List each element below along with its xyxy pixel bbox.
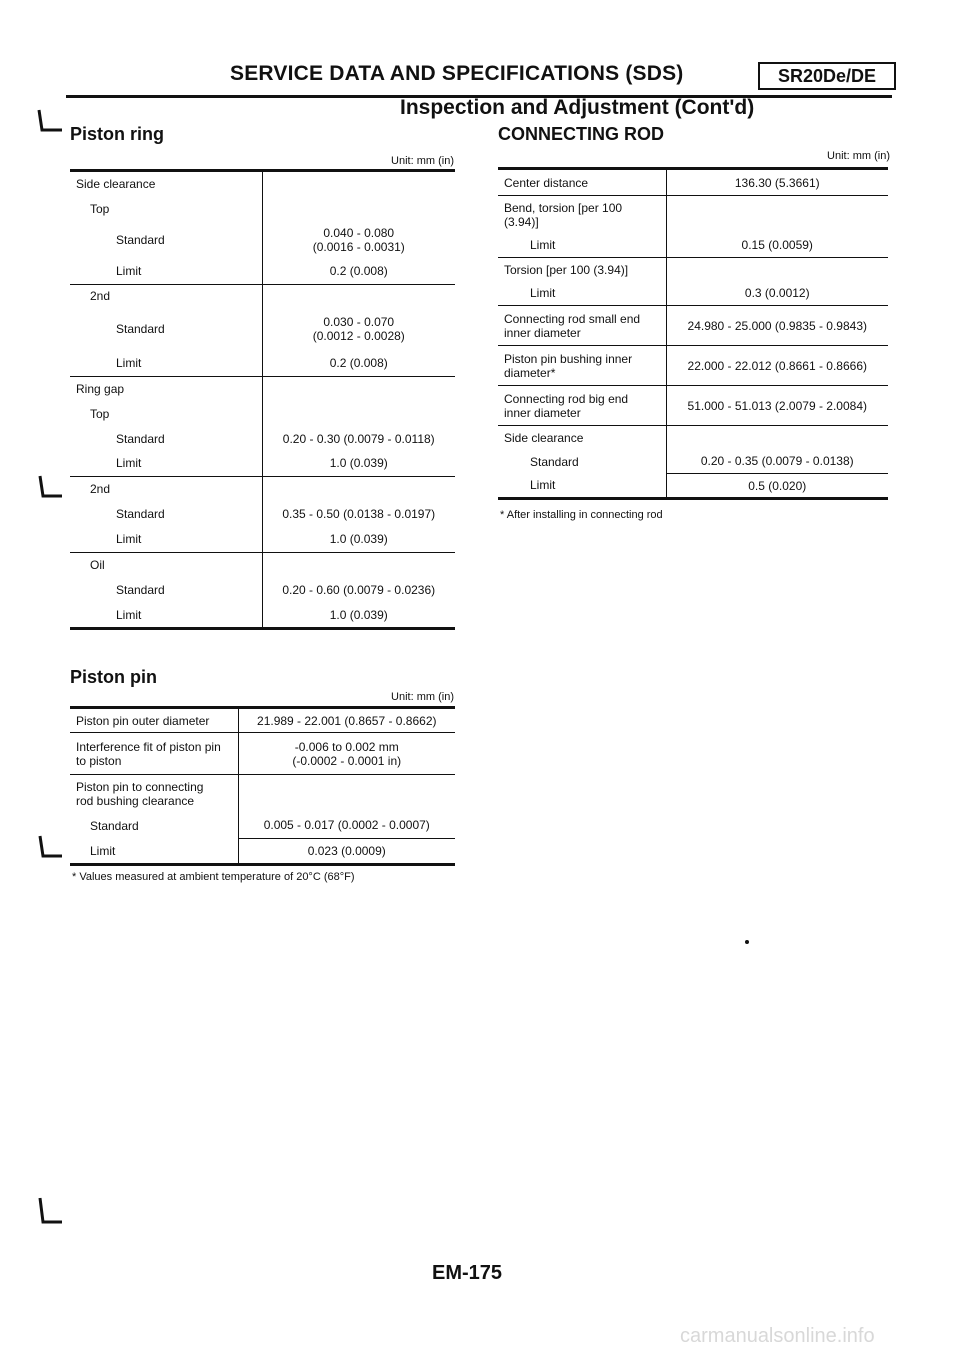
table-row bbox=[70, 501, 455, 527]
margin-tick-icon bbox=[36, 474, 66, 504]
row-label: Limit bbox=[530, 478, 556, 493]
label-line-2: (3.94)] bbox=[504, 214, 539, 229]
row-label bbox=[70, 733, 238, 775]
table-row bbox=[70, 775, 455, 813]
connecting-rod-unit: Unit: mm (in) bbox=[827, 150, 890, 162]
row-label: Limit bbox=[116, 356, 142, 371]
table-row bbox=[70, 553, 455, 577]
row-label: 2nd bbox=[70, 285, 262, 307]
row-value bbox=[262, 553, 455, 577]
value-line-1: 0.030 - 0.070 bbox=[323, 314, 395, 329]
row-label bbox=[498, 386, 666, 426]
table-row bbox=[498, 426, 888, 450]
row-value: 0.20 - 0.60 (0.0079 - 0.0236) bbox=[262, 577, 455, 603]
table-row bbox=[70, 603, 455, 629]
row-value: 22.000 - 22.012 (0.8661 - 0.8666) bbox=[666, 346, 888, 386]
row-label: Center distance bbox=[504, 175, 589, 190]
table-row bbox=[498, 234, 888, 258]
label-line-1: Interference fit of piston pin bbox=[76, 739, 221, 754]
margin-tick-icon bbox=[36, 1196, 66, 1230]
row-value bbox=[262, 401, 455, 427]
row-value bbox=[262, 171, 455, 197]
row-value: 0.2 (0.008) bbox=[262, 259, 455, 285]
row-value: 0.023 (0.0009) bbox=[238, 839, 455, 865]
row-value: 0.20 - 0.30 (0.0079 - 0.0118) bbox=[262, 427, 455, 451]
watermark: carmanualsonline.info bbox=[680, 1325, 875, 1347]
table-row bbox=[70, 477, 455, 501]
row-label: Side clearance bbox=[498, 426, 666, 450]
table-row bbox=[498, 169, 888, 196]
label-line-1: Connecting rod big end bbox=[504, 391, 629, 406]
table-row bbox=[70, 577, 455, 603]
label-line-2: to piston bbox=[76, 753, 122, 768]
row-label: Standard bbox=[116, 582, 165, 597]
label-line-2: inner diameter bbox=[504, 405, 581, 420]
table-row bbox=[70, 259, 455, 285]
table-row bbox=[498, 386, 888, 426]
row-value: 0.20 - 0.35 (0.0079 - 0.0138) bbox=[666, 450, 888, 474]
row-label bbox=[498, 346, 666, 386]
row-value: 21.989 - 22.001 (0.8657 - 0.8662) bbox=[238, 708, 455, 733]
stray-dot bbox=[745, 940, 749, 944]
row-value bbox=[262, 197, 455, 221]
table-row bbox=[70, 351, 455, 377]
table-row bbox=[70, 527, 455, 553]
row-value: 0.5 (0.020) bbox=[666, 474, 888, 499]
piston-ring-table bbox=[70, 169, 455, 630]
row-value bbox=[262, 221, 455, 259]
row-label: Side clearance bbox=[76, 177, 156, 192]
row-label: Standard bbox=[116, 321, 165, 336]
row-value bbox=[666, 426, 888, 450]
row-value: 24.980 - 25.000 (0.9835 - 0.9843) bbox=[666, 306, 888, 346]
table-row bbox=[498, 346, 888, 386]
row-value: 51.000 - 51.013 (2.0079 - 2.0084) bbox=[666, 386, 888, 426]
engine-model-badge: SR20De/DE bbox=[758, 62, 896, 90]
label-line-2: inner diameter bbox=[504, 325, 581, 340]
row-label: Ring gap bbox=[70, 377, 262, 401]
row-label: Torsion [per 100 (3.94)] bbox=[498, 258, 666, 282]
label-line-2: diameter* bbox=[504, 365, 556, 380]
row-value: 1.0 (0.039) bbox=[262, 603, 455, 629]
margin-tick-icon bbox=[36, 834, 66, 864]
value-line-2: (0.0016 - 0.0031) bbox=[312, 239, 405, 254]
label-line-2: rod bushing clearance bbox=[76, 793, 195, 808]
row-label: Limit bbox=[116, 456, 142, 471]
label-line-1: Bend, torsion [per 100 bbox=[504, 200, 623, 215]
row-value: 0.15 (0.0059) bbox=[666, 234, 888, 258]
table-row bbox=[70, 171, 455, 197]
table-row bbox=[498, 450, 888, 474]
table-row bbox=[498, 306, 888, 346]
value-line-1: -0.006 to 0.002 mm bbox=[294, 739, 399, 754]
table-row bbox=[70, 839, 455, 865]
row-label: Top bbox=[90, 201, 110, 216]
piston-ring-unit: Unit: mm (in) bbox=[391, 155, 454, 167]
table-row bbox=[70, 813, 455, 839]
piston-ring-title: Piston ring bbox=[70, 124, 164, 144]
label-line-1: Piston pin to connecting bbox=[76, 779, 204, 794]
row-value: 0.35 - 0.50 (0.0138 - 0.0197) bbox=[262, 501, 455, 527]
row-label: Standard bbox=[530, 454, 579, 469]
row-label: Standard bbox=[116, 232, 165, 247]
row-label: Limit bbox=[116, 264, 142, 279]
row-label: Standard bbox=[116, 506, 165, 521]
row-label: Standard bbox=[116, 431, 165, 446]
row-value: 136.30 (5.3661) bbox=[666, 169, 888, 196]
row-label: 2nd bbox=[70, 477, 262, 501]
table-row bbox=[70, 197, 455, 221]
piston-pin-table bbox=[70, 706, 455, 866]
row-value bbox=[666, 196, 888, 234]
value-line-2: (0.0012 - 0.0028) bbox=[312, 328, 405, 343]
row-label: Top bbox=[90, 406, 110, 421]
table-row bbox=[498, 474, 888, 499]
margin-tick-icon bbox=[36, 108, 66, 138]
piston-pin-unit: Unit: mm (in) bbox=[391, 691, 454, 703]
table-row bbox=[70, 708, 455, 733]
table-row bbox=[70, 401, 455, 427]
connecting-rod-table bbox=[498, 167, 888, 500]
row-value bbox=[666, 258, 888, 282]
table-row bbox=[70, 285, 455, 307]
row-value bbox=[238, 775, 455, 813]
row-label: Standard bbox=[90, 818, 139, 833]
row-value: 0.3 (0.0012) bbox=[666, 282, 888, 306]
table-row bbox=[70, 377, 455, 401]
row-label: Limit bbox=[116, 607, 142, 622]
row-label bbox=[498, 196, 666, 234]
value-line-1: 0.040 - 0.080 bbox=[323, 225, 395, 240]
row-value bbox=[262, 377, 455, 401]
row-label: Limit bbox=[90, 843, 116, 858]
row-value: 0.005 - 0.017 (0.0002 - 0.0007) bbox=[238, 813, 455, 839]
table-row bbox=[70, 307, 455, 351]
table-row bbox=[498, 258, 888, 282]
table-row bbox=[498, 282, 888, 306]
page-subtitle: Inspection and Adjustment (Cont'd) bbox=[400, 96, 755, 119]
row-value: 0.2 (0.008) bbox=[262, 351, 455, 377]
row-value bbox=[238, 733, 455, 775]
row-label bbox=[70, 775, 238, 813]
row-value bbox=[262, 477, 455, 501]
piston-pin-title: Piston pin bbox=[70, 667, 157, 687]
page-number: EM-175 bbox=[432, 1262, 503, 1284]
row-value bbox=[262, 285, 455, 307]
label-line-1: Connecting rod small end bbox=[504, 311, 641, 326]
row-value bbox=[262, 307, 455, 351]
value-line-2: (-0.0002 - 0.0001 in) bbox=[292, 753, 402, 768]
row-label: Limit bbox=[530, 286, 556, 301]
row-label: Oil bbox=[70, 553, 262, 577]
row-label: Piston pin outer diameter bbox=[76, 713, 210, 728]
page-header-title: SERVICE DATA AND SPECIFICATIONS (SDS) bbox=[230, 62, 684, 85]
piston-pin-footnote: * Values measured at ambient temperature of 20°C (68°F) bbox=[72, 871, 355, 883]
row-value: 1.0 (0.039) bbox=[262, 451, 455, 477]
label-line-1: Piston pin bushing inner bbox=[504, 351, 633, 366]
connecting-rod-footnote: * After installing in connecting rod bbox=[500, 509, 663, 521]
row-label: Limit bbox=[116, 532, 142, 547]
table-row bbox=[498, 196, 888, 234]
table-row bbox=[70, 427, 455, 451]
table-row bbox=[70, 733, 455, 775]
connecting-rod-title: CONNECTING ROD bbox=[498, 124, 664, 144]
row-label: Limit bbox=[530, 238, 556, 253]
table-row bbox=[70, 221, 455, 259]
row-label bbox=[498, 306, 666, 346]
table-row bbox=[70, 451, 455, 477]
row-value: 1.0 (0.039) bbox=[262, 527, 455, 553]
